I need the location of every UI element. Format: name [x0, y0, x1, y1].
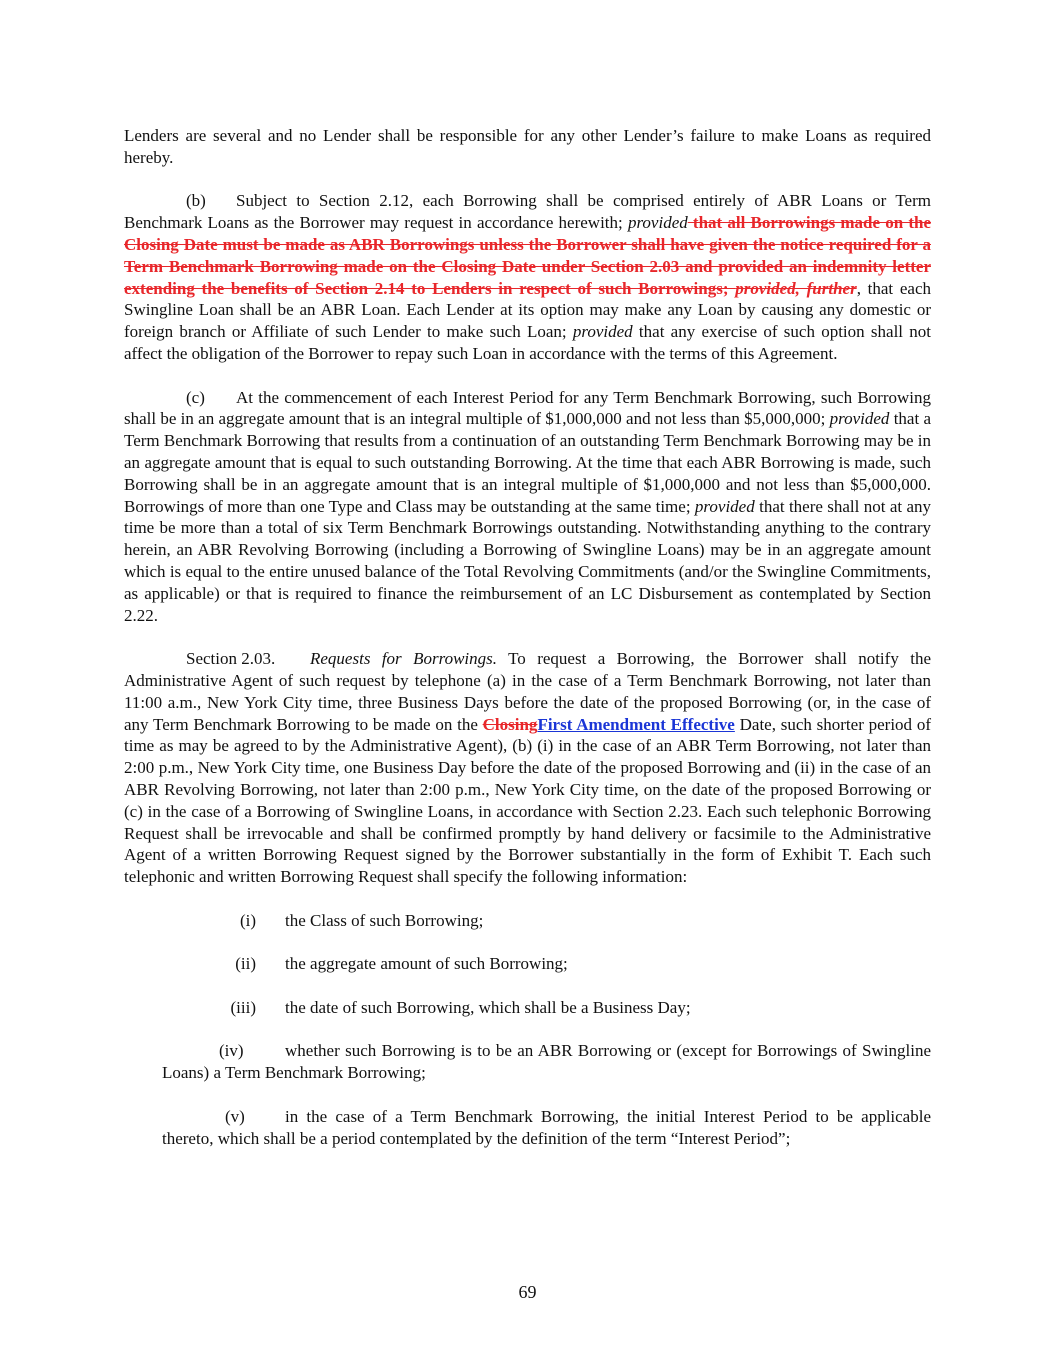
- deleted-text: provided, further: [735, 278, 857, 298]
- paragraph-c: (c) At the commencement of each Interest Period for any Term Benchmark Borrowing, such Borrowing shall be in an aggregate amount that is an integral multiple of $1,000,000 and not less than $5,000,000; provided that a Term Benchmark Borrowing that results from a continuation of an outstanding Term Benchmark Borrowing may be in an aggregate amount that is equal to such outstanding Borrowing. At the time that each ABR Borrowing is made, such Borrowing shall be in an aggregate amount that is an integral multiple of $1,000,000 and not less than $5,000,000. Borrowings of more than one Type and Class may be outstanding at the same time; provided that there shall not at any time be more than a total of six Term Benchmark Borrowings outstanding. Notwithstanding anything to the contrary herein, an ABR Revolving Borrowing (including a Borrowing of Swingline Loans) may be in an aggregate amount which is equal to the entire unused balance of the Total Revolving Commitments (and/or the Swingline Commitments, as applicable) or that is required to finance the reimbursement of an LC Disbursement as contemplated by Section 2.22.: [124, 387, 932, 625]
- deleted-text: that all Borrowings made on the Closing Date must be made as ABR Borrowings unless the Borrower shall have given the notice required for a Term Benchmark Borrowing made on the Closing Date under Section 2.03 and provided an indemnity letter extending the benefits of Section 2.14 to Lenders in respect of such Borrowings;: [124, 213, 931, 298]
- page-number: 69: [518, 1282, 537, 1302]
- list-item-ii: (ii) the aggregate amount of such Borrowing;: [235, 954, 568, 974]
- paragraph-number: (c): [186, 387, 205, 407]
- section-number: Section 2.03.: [186, 649, 276, 669]
- paragraph-number: (b): [186, 191, 206, 211]
- section-2-03: Section 2.03. Requests for Borrowings. To request a Borrowing, the Borrower shall notify the Administrative Agent of such request by telephone (a) in the case of a Term Benchmark Borrowing, not later than 11:00 a.m., New York City time, three Business Days before the date of the proposed Borrowing (or, in the case of any Term Benchmark Borrowing to be made on the ClosingFirst Amendment Effective Date, such shorter period of time as may be agreed to by the Administrative Agent), (b) (i) in the case of an ABR Term Borrowing, not later than 2:00 p.m., New York City time, one Business Day before the date of the proposed Borrowing and (ii) in the case of an ABR Revolving Borrowing, not later than 2:00 p.m., New York City time, on the date of the proposed Borrowing or (c) in the case of a Borrowing of Swingline Loans, in accordance with Section 2.23. Each such telephonic Borrowing Request shall be irrevocable and shall be confirmed promptly by hand delivery or facsimile to the Administrative Agent of a written Borrowing Request signed by the Borrower substantially in the form of Exhibit T. Each such telephonic and written Borrowing Request shall specify the following information:: [124, 649, 931, 887]
- list-item-v: (v) in the case of a Term Benchmark Borrowing, the initial Interest Period to be applicable thereto, which shall be a period contemplated by the definition of the term “Interest Period”;: [162, 1106, 931, 1148]
- list-item-iv: (iv) whether such Borrowing is to be an ABR Borrowing or (except for Borrowings of Swingline Loans) a Term Benchmark Borrowing;: [162, 1041, 931, 1083]
- deleted-text: Closing: [482, 714, 538, 734]
- list-item-iii: (iii) the date of such Borrowing, which shall be a Business Day;: [230, 997, 691, 1017]
- document-body: [124, 125, 931, 1149]
- paragraph-b: (b) Subject to Section 2.12, each Borrowing shall be comprised entirely of ABR Loans or Term Benchmark Loans as the Borrower may request in accordance herewith; provided that all Borrowings made on the Closing Date must be made as ABR Borrowings unless the Borrower shall have given the notice required for a Term Benchmark Borrowing made on the Closing Date under Section 2.03 and provided an indemnity letter extending the benefits of Section 2.14 to Lenders in respect of such Borrowings; provided, further, that each Swingline Loan shall be an ABR Loan. Each Lender at its option may make any Loan by causing any domestic or foreign branch or Affiliate of such Lender to make such Loan; provided that any exercise of such option shall not affect the obligation of the Borrower to repay such Loan in accordance with the terms of this Agreement.: [124, 191, 931, 363]
- paragraph-continuation: Lenders are several and no Lender shall be responsible for any other Lender’s failure to make Loans as required hereby.: [124, 126, 931, 167]
- section-title: Requests for Borrowings.: [310, 649, 497, 669]
- list-item-i: (i) the Class of such Borrowing;: [239, 910, 484, 930]
- inserted-text: First Amendment Effective: [537, 714, 735, 734]
